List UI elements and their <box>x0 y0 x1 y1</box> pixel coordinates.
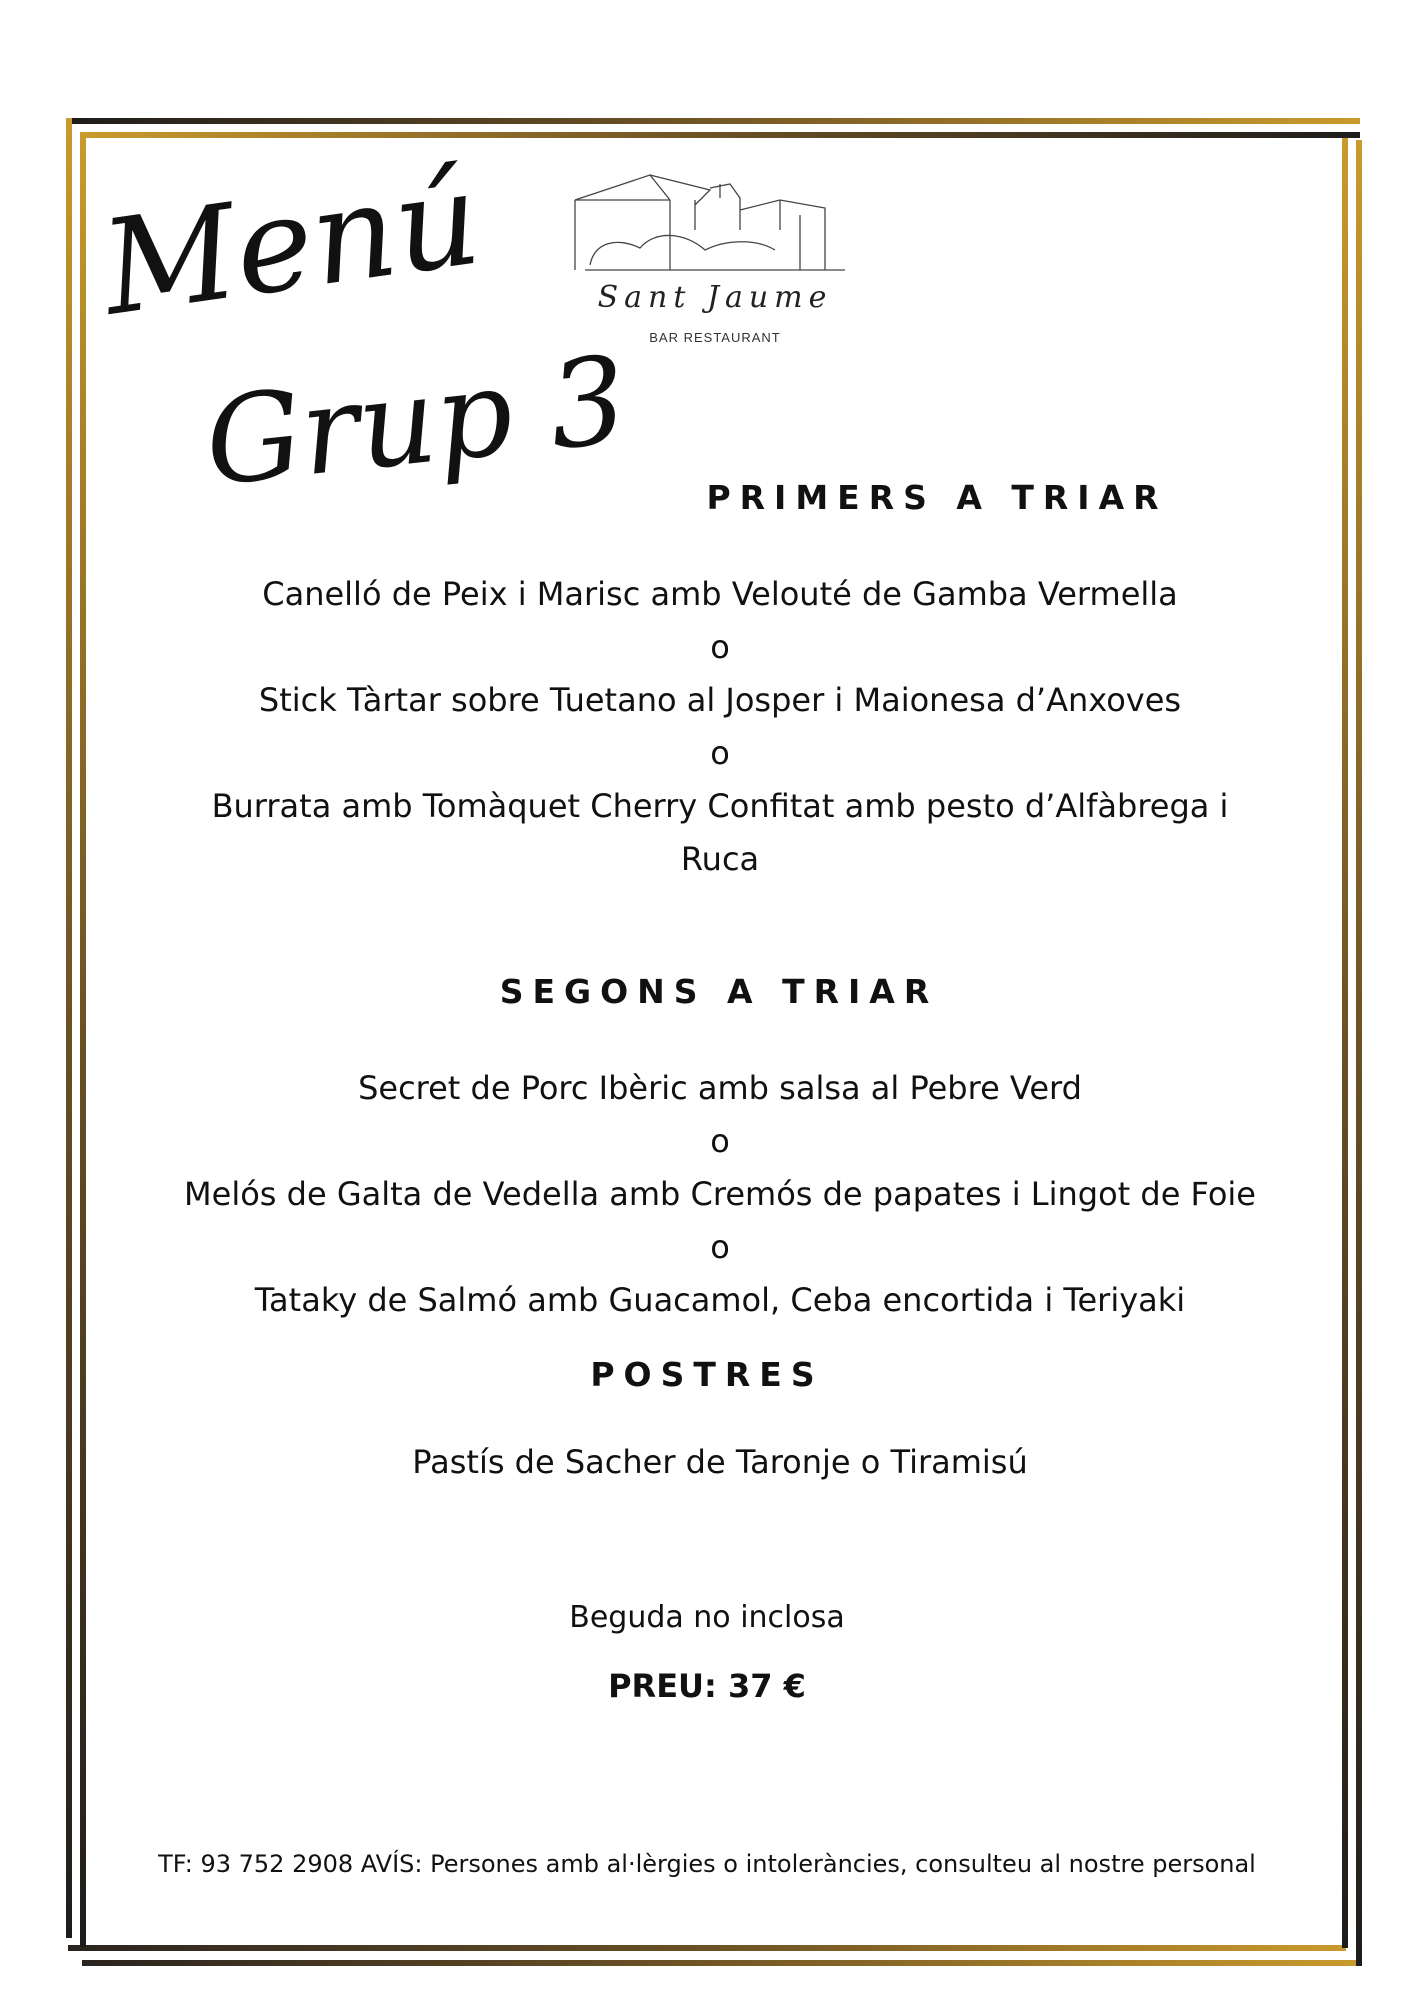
frame-top-outer <box>68 118 1360 124</box>
or-separator: o <box>710 1122 730 1160</box>
dish-item: Secret de Porc Ibèric amb salsa al Pebre Verd <box>358 1069 1082 1107</box>
menu-title: Menú <box>93 141 489 345</box>
frame-top-inner <box>82 132 1360 138</box>
dish-item: Stick Tàrtar sobre Tuetano al Josper i Maionesa d’Anxoves <box>258 681 1182 719</box>
frame-bottom-inner <box>68 1945 1346 1951</box>
price: PREU: 37 € <box>608 1667 806 1705</box>
dish-item: Melós de Galta de Vedella amb Cremós de papates i Lingot de Foie <box>184 1175 1256 1213</box>
or-separator: o <box>710 628 730 666</box>
or-separator: o <box>710 1228 730 1266</box>
restaurant-logo <box>545 170 885 350</box>
dish-item: Pastís de Sacher de Taronje o Tiramisú <box>412 1443 1028 1481</box>
logo-subtitle: BAR RESTAURANT <box>649 330 781 345</box>
section-heading-postres: POSTRES <box>590 1355 824 1394</box>
logo-name: Sant Jaume <box>597 280 833 315</box>
dish-item: Burrata amb Tomàquet Cherry Confitat amb pesto d’Alfàbrega i <box>211 787 1229 825</box>
section-heading-primers: PRIMERS A TRIAR <box>706 478 1168 517</box>
dish-item: Canelló de Peix i Marisc amb Velouté de Gamba Vermella <box>262 575 1178 613</box>
building-sketch-icon <box>545 170 885 280</box>
frame-left-outer <box>66 118 72 1938</box>
frame-bottom-outer <box>82 1960 1360 1966</box>
section-heading-segons: SEGONS A TRIAR <box>499 972 939 1011</box>
footer-contact-notice: TF: 93 752 2908 AVÍS: Persones amb al·lèrgies o intoleràncies, consulteu al nostre personal <box>158 1850 1256 1878</box>
group-title: Grup 3 <box>198 330 634 514</box>
drink-note: Beguda no inclosa <box>569 1600 845 1635</box>
or-separator: o <box>710 734 730 772</box>
dish-item-continued: Ruca <box>680 840 760 878</box>
dish-item: Tataky de Salmó amb Guacamol, Ceba encortida i Teriyaki <box>254 1281 1186 1319</box>
